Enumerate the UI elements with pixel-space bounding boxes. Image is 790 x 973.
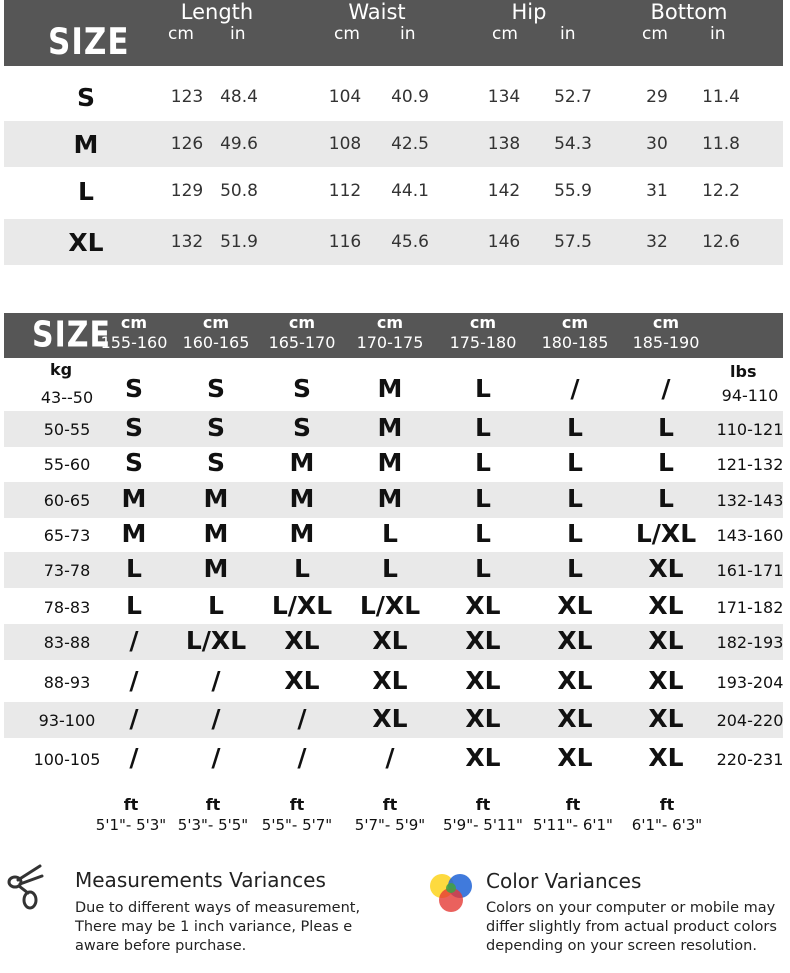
measurement-row xyxy=(4,168,783,214)
unit-cm: cm xyxy=(642,24,668,44)
measurement-value: 45.6 xyxy=(391,232,429,252)
size-cell: S xyxy=(206,448,225,477)
measurement-value: 42.5 xyxy=(391,134,429,154)
size-cell: M xyxy=(377,484,403,513)
feet-column xyxy=(438,795,528,835)
size-cell: XL xyxy=(557,666,593,695)
size-cell: M xyxy=(289,519,315,548)
measurement-value: 126 xyxy=(170,134,204,154)
size-cell: M xyxy=(203,554,229,583)
size-cell: L xyxy=(475,519,491,548)
height-unit: cm xyxy=(288,313,316,332)
measurement-value: 146 xyxy=(487,232,521,252)
size-cell: XL xyxy=(557,626,593,655)
weight-lbs: 94-110 xyxy=(721,386,779,405)
height-range: 175-180 xyxy=(449,333,517,352)
size-cell: XL xyxy=(372,626,408,655)
size-cell: L xyxy=(475,484,491,513)
size-cell: L xyxy=(294,554,310,583)
measurement-value: 116 xyxy=(328,232,362,252)
size-cell: XL xyxy=(648,554,684,583)
size-cell: L xyxy=(475,374,491,403)
measurement-value: 11.4 xyxy=(702,87,740,107)
size-cell: L xyxy=(208,591,224,620)
note-line: differ slightly from actual product colors xyxy=(486,919,777,935)
height-range: 165-170 xyxy=(268,333,336,352)
size-cell: / xyxy=(211,666,221,695)
column-title: Waist xyxy=(348,0,406,24)
size-cell: L xyxy=(382,554,398,583)
measurement-value: 32 xyxy=(646,232,668,252)
size-cell: XL xyxy=(465,626,501,655)
feet-column xyxy=(528,795,618,835)
weight-lbs: 220-231 xyxy=(716,750,784,769)
size-cell: S xyxy=(206,413,225,442)
feet-unit: ft xyxy=(475,795,491,814)
unit-cm: cm xyxy=(334,24,360,44)
feet-range: 5'11"- 6'1" xyxy=(533,816,613,834)
size-cell: XL xyxy=(557,591,593,620)
size-chart-row xyxy=(4,372,783,408)
lbs-label: lbs xyxy=(730,362,757,381)
column-title: Bottom xyxy=(650,0,728,24)
height-range: 180-185 xyxy=(541,333,609,352)
size-cell: L xyxy=(567,448,583,477)
size-label: XL xyxy=(68,228,104,257)
scissors-icon xyxy=(6,862,46,912)
size-cell: XL xyxy=(372,704,408,733)
measurement-table-header xyxy=(4,0,783,66)
column-bottom xyxy=(634,0,744,44)
size-cell: / xyxy=(129,666,139,695)
size-cell: L xyxy=(475,448,491,477)
height-header xyxy=(443,313,523,353)
size-label: M xyxy=(73,130,99,159)
size-cell: L xyxy=(658,413,674,442)
height-range: 185-190 xyxy=(632,333,700,352)
column-length xyxy=(162,0,272,44)
measurement-row xyxy=(4,121,783,167)
size-logo: SIZE xyxy=(32,314,112,357)
size-cell: XL xyxy=(557,743,593,772)
size-cell: M xyxy=(121,519,147,548)
size-chart-row xyxy=(4,702,783,738)
size-cell: L xyxy=(567,484,583,513)
size-cell: L/XL xyxy=(271,591,333,620)
size-cell: XL xyxy=(284,666,320,695)
size-chart-row xyxy=(4,624,783,660)
measurement-value: 138 xyxy=(487,134,521,154)
feet-range: 5'9"- 5'11" xyxy=(443,816,523,834)
size-cell: L xyxy=(126,554,142,583)
weight-lbs: 121-132 xyxy=(716,455,784,474)
size-chart-row xyxy=(4,664,783,700)
weight-lbs: 204-220 xyxy=(716,711,784,730)
size-cell: XL xyxy=(465,666,501,695)
weight-kg: 93-100 xyxy=(38,711,96,730)
weight-kg: 65-73 xyxy=(43,526,91,545)
weight-kg: 43--50 xyxy=(40,388,94,407)
size-cell: M xyxy=(289,448,315,477)
height-header xyxy=(176,313,256,353)
size-cell: M xyxy=(377,413,403,442)
color-variances-text xyxy=(486,899,777,956)
weight-kg: 78-83 xyxy=(43,598,91,617)
size-cell: L xyxy=(658,484,674,513)
feet-range: 5'1"- 5'3" xyxy=(95,816,167,834)
size-cell: XL xyxy=(648,626,684,655)
size-cell: XL xyxy=(372,666,408,695)
weight-lbs: 110-121 xyxy=(716,420,784,439)
column-hip xyxy=(474,0,584,44)
feet-unit: ft xyxy=(382,795,398,814)
height-range: 160-165 xyxy=(182,333,250,352)
size-cell: M xyxy=(121,484,147,513)
feet-column xyxy=(86,795,176,835)
height-range: 155-160 xyxy=(100,333,168,352)
feet-range: 5'7"- 5'9" xyxy=(354,816,426,834)
size-cell: / xyxy=(297,704,307,733)
height-range: 170-175 xyxy=(356,333,424,352)
height-unit: cm xyxy=(561,313,589,332)
column-waist xyxy=(322,0,432,44)
size-cell: / xyxy=(211,704,221,733)
size-cell: L xyxy=(567,519,583,548)
color-circles-icon xyxy=(426,870,478,916)
height-header xyxy=(262,313,342,353)
height-unit: cm xyxy=(652,313,680,332)
size-cell: L xyxy=(475,554,491,583)
note-line: depending on your screen resolution. xyxy=(486,938,757,954)
height-header xyxy=(626,313,706,353)
weight-lbs: 193-204 xyxy=(716,673,784,692)
size-cell: / xyxy=(129,626,139,655)
height-header xyxy=(535,313,615,353)
size-cell: XL xyxy=(465,591,501,620)
size-cell: / xyxy=(661,374,671,403)
feet-range: 6'1"- 6'3" xyxy=(631,816,703,834)
feet-unit: ft xyxy=(123,795,139,814)
unit-in: in xyxy=(400,24,416,44)
feet-unit: ft xyxy=(289,795,305,814)
size-cell: XL xyxy=(648,704,684,733)
size-cell: L/XL xyxy=(185,626,247,655)
note-line: Due to different ways of measurement, xyxy=(75,900,361,916)
unit-in: in xyxy=(710,24,726,44)
height-header xyxy=(350,313,430,353)
measurement-value: 104 xyxy=(328,87,362,107)
measurement-value: 29 xyxy=(646,87,668,107)
weight-lbs: 171-182 xyxy=(716,598,784,617)
size-logo: SIZE xyxy=(48,20,130,64)
size-cell: / xyxy=(211,743,221,772)
size-cell: S xyxy=(292,374,311,403)
size-cell: XL xyxy=(284,626,320,655)
size-cell: L xyxy=(658,448,674,477)
measurement-row xyxy=(4,219,783,265)
height-unit: cm xyxy=(376,313,404,332)
feet-column xyxy=(622,795,712,835)
size-cell: L xyxy=(567,554,583,583)
unit-in: in xyxy=(560,24,576,44)
size-cell: S xyxy=(124,448,143,477)
weight-kg: 73-78 xyxy=(43,561,91,580)
size-cell: XL xyxy=(465,743,501,772)
measurement-value: 129 xyxy=(170,181,204,201)
size-cell: S xyxy=(124,413,143,442)
size-cell: XL xyxy=(648,743,684,772)
size-label: S xyxy=(76,83,95,112)
size-label: L xyxy=(78,177,94,206)
size-cell: / xyxy=(297,743,307,772)
feet-unit: ft xyxy=(659,795,675,814)
weight-kg: 55-60 xyxy=(43,455,91,474)
feet-column xyxy=(345,795,435,835)
feet-range: 5'5"- 5'7" xyxy=(261,816,333,834)
height-unit: cm xyxy=(469,313,497,332)
weight-lbs: 132-143 xyxy=(716,491,784,510)
measurement-value: 142 xyxy=(487,181,521,201)
size-cell: L/XL xyxy=(635,519,697,548)
size-cell: L/XL xyxy=(359,591,421,620)
size-cell: M xyxy=(203,484,229,513)
measurement-value: 55.9 xyxy=(554,181,592,201)
size-chart-row xyxy=(4,411,783,447)
size-cell: / xyxy=(385,743,395,772)
size-cell: XL xyxy=(648,666,684,695)
height-header xyxy=(94,313,174,353)
note-line: aware before purchase. xyxy=(75,938,247,954)
height-unit: cm xyxy=(202,313,230,332)
weight-kg: 100-105 xyxy=(33,750,101,769)
size-chart-row xyxy=(4,482,783,518)
feet-column xyxy=(168,795,258,835)
size-cell: L xyxy=(382,519,398,548)
measurement-value: 49.6 xyxy=(220,134,258,154)
measurement-value: 51.9 xyxy=(220,232,258,252)
kg-label: kg xyxy=(50,360,73,379)
size-chart-row xyxy=(4,589,783,625)
feet-range: 5'3"- 5'5" xyxy=(177,816,249,834)
unit-cm: cm xyxy=(492,24,518,44)
size-cell: S xyxy=(206,374,225,403)
color-variances-title: Color Variances xyxy=(486,869,642,893)
size-cell: M xyxy=(377,374,403,403)
measurement-row xyxy=(4,74,783,120)
unit-in: in xyxy=(230,24,246,44)
weight-lbs: 161-171 xyxy=(716,561,784,580)
weight-lbs: 182-193 xyxy=(716,633,784,652)
height-unit: cm xyxy=(120,313,148,332)
size-cell: XL xyxy=(648,591,684,620)
size-cell: XL xyxy=(557,704,593,733)
measurement-value: 48.4 xyxy=(220,87,258,107)
weight-kg: 60-65 xyxy=(43,491,91,510)
weight-kg: 88-93 xyxy=(43,673,91,692)
weight-lbs: 143-160 xyxy=(716,526,784,545)
measurement-value: 11.8 xyxy=(702,134,740,154)
size-cell: / xyxy=(129,704,139,733)
size-cell: / xyxy=(129,743,139,772)
column-title: Hip xyxy=(511,0,547,24)
feet-column xyxy=(252,795,342,835)
measurement-variances-title: Measurements Variances xyxy=(75,868,326,892)
measurement-value: 44.1 xyxy=(391,181,429,201)
size-chart-row xyxy=(4,517,783,553)
measurement-value: 123 xyxy=(170,87,204,107)
size-cell: L xyxy=(126,591,142,620)
size-cell: L xyxy=(567,413,583,442)
size-cell: M xyxy=(377,448,403,477)
feet-unit: ft xyxy=(205,795,221,814)
measurement-value: 132 xyxy=(170,232,204,252)
measurement-value: 12.6 xyxy=(702,232,740,252)
measurement-variances-text xyxy=(75,899,360,956)
size-chart-row xyxy=(4,552,783,588)
weight-kg: 83-88 xyxy=(43,633,91,652)
size-cell: S xyxy=(124,374,143,403)
size-cell: XL xyxy=(465,704,501,733)
size-chart-row xyxy=(4,741,783,777)
measurement-value: 57.5 xyxy=(554,232,592,252)
column-title: Length xyxy=(180,0,254,24)
size-cell: M xyxy=(203,519,229,548)
measurement-value: 50.8 xyxy=(220,181,258,201)
measurement-value: 30 xyxy=(646,134,668,154)
note-line: Colors on your computer or mobile may xyxy=(486,900,776,916)
measurement-value: 40.9 xyxy=(391,87,429,107)
measurement-value: 134 xyxy=(487,87,521,107)
size-cell: M xyxy=(289,484,315,513)
size-cell: S xyxy=(292,413,311,442)
feet-unit: ft xyxy=(565,795,581,814)
size-chart-header xyxy=(4,313,783,358)
note-line: There may be 1 inch variance, Pleas e xyxy=(75,919,353,935)
measurement-value: 54.3 xyxy=(554,134,592,154)
measurement-value: 12.2 xyxy=(702,181,740,201)
measurement-value: 31 xyxy=(646,181,668,201)
measurement-value: 52.7 xyxy=(554,87,592,107)
measurement-value: 112 xyxy=(328,181,362,201)
size-cell: L xyxy=(475,413,491,442)
measurement-value: 108 xyxy=(328,134,362,154)
unit-cm: cm xyxy=(168,24,194,44)
weight-kg: 50-55 xyxy=(43,420,91,439)
size-chart-row xyxy=(4,446,783,482)
size-cell: / xyxy=(570,374,580,403)
